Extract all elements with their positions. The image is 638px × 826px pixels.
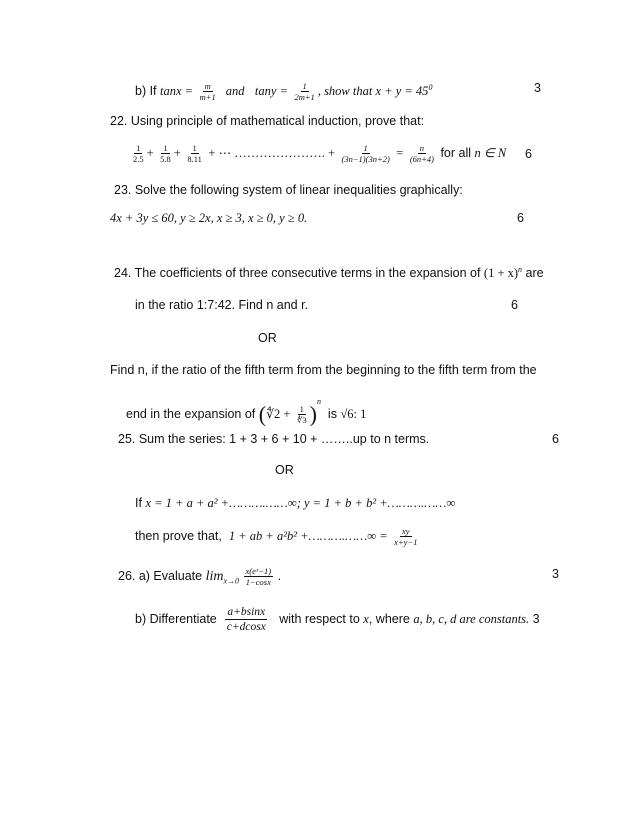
q25-or: OR: [275, 463, 294, 477]
q22-series: $\frac{1}{2.5}$ + $\frac{1}{5.8}$ + $\frac{1}{8.11}$ + ⋯ …………………. + $\frac{1}{(3n-1)(3n+2)}$ = $\frac{n}{(6n+4)}$ for all n ∈ N: [133, 143, 507, 164]
q21b-label: b) If: [135, 84, 157, 99]
q21b-frac1: $\frac{m}{m+1}$: [199, 81, 216, 103]
q25-series: x = 1 + a + a² +……….……∞; y = 1 + b + b² +……….……∞: [145, 496, 456, 510]
q26b-where: , where: [368, 611, 410, 626]
q25-series2: 1 + ab + a²b² +……….……∞ =: [228, 528, 388, 543]
q22-term5: $\frac{n}{(6n+4)}$: [409, 143, 434, 164]
q25-marks: 6: [552, 432, 559, 446]
q22-forall: for all: [440, 145, 472, 160]
q25-if-line: [135, 495, 455, 511]
q22-equals: =: [396, 145, 404, 160]
q24-or: OR: [258, 331, 277, 345]
q24-alt-line2: end in the expansion of (∜2 + $\frac{1}{∜3}$ )$^n$ is √6: 1: [126, 397, 367, 427]
q26a-line: [118, 566, 281, 589]
q21b-degree: 0: [428, 83, 433, 92]
q26a-text: 26. a) Evaluate: [118, 568, 203, 583]
q24-text-a: 24. The coefficients of three consecutive terms in the expansion of: [114, 266, 481, 281]
q26a-end: .: [277, 568, 282, 583]
q24-marks: 6: [511, 298, 518, 312]
q26b-mid: with respect to: [279, 611, 360, 626]
q26a-lim: lim: [205, 568, 224, 584]
q25-then-line: [135, 526, 420, 547]
q24-text-b: are: [525, 266, 544, 281]
q21b-marks: 3: [534, 81, 541, 95]
q24-root: ∜2 +: [266, 407, 291, 421]
q25-frac: $\frac{xy}{x+y-1}$: [394, 526, 418, 547]
q24-power: n: [316, 397, 321, 406]
q22-term4: $\frac{1}{(3n-1)(3n+2)}$: [341, 143, 390, 164]
q21b-and: and: [225, 84, 245, 99]
q24-alt-text: end in the expansion of: [126, 407, 256, 421]
q21b-lhs2: tany =: [254, 84, 288, 99]
q21b-frac2: $\frac{1}{2m+1}$: [294, 81, 315, 103]
q23-inequalities: 4x + 3y ≤ 60, y ≥ 2x, x ≥ 3, x ≥ 0, y ≥ 0.: [110, 211, 308, 225]
q24-is: is: [327, 407, 337, 421]
q22-text: 22. Using principle of mathematical induction, prove that:: [110, 114, 425, 128]
q22-term1: $\frac{1}{2.5}$: [133, 143, 144, 164]
q23-text: 23. Solve the following system of linear inequalities graphically:: [114, 183, 463, 197]
q24-alt-line1: Find n, if the ratio of the fifth term from the beginning to the fifth term from the: [110, 363, 537, 377]
q26b-marks: 3: [532, 611, 540, 626]
q24-ratio: √6: 1: [340, 407, 367, 421]
q21b-line: [135, 80, 432, 102]
q24-line2: in the ratio 1:7:42. Find n and r.: [135, 298, 309, 312]
q25-if: If: [135, 496, 142, 510]
q22-term3: $\frac{1}{8.11}$: [187, 143, 202, 164]
q22-marks: 6: [525, 147, 532, 161]
q24-exp: n: [518, 265, 523, 274]
q26a-frac: $\frac{\text{x(eˣ−1)}}{1-\cos x}$: [245, 566, 272, 587]
q25-then: then prove that,: [135, 528, 222, 543]
q24-expr: (1 + x): [483, 266, 519, 281]
q26b-line: [135, 605, 540, 634]
q26a-marks: 3: [552, 567, 559, 581]
q24-frac: $\frac{1}{∜3}$: [296, 404, 307, 426]
q21b-lhs1: tanx =: [160, 84, 194, 99]
q26b-constants: a, b, c, d are constants.: [413, 611, 530, 626]
q25-text: 25. Sum the series: 1 + 3 + 6 + 10 + ……..up to n terms.: [118, 432, 430, 446]
q21b-tail: , show that x + y = 45: [317, 84, 429, 99]
q24-line1: [114, 262, 544, 281]
q26b-text: b) Differentiate: [135, 611, 217, 626]
q26a-lim-sub: x→0: [223, 576, 240, 586]
q22-condition: n ∈ N: [474, 145, 507, 160]
q22-term2: $\frac{1}{5.8}$: [160, 143, 171, 164]
q26b-var: x: [363, 611, 369, 626]
q23-marks: 6: [517, 211, 524, 225]
q22-dots: + ⋯ …………………. +: [208, 145, 335, 160]
q26b-frac: $\frac{a+bsinx}{c+dcosx}$: [226, 606, 266, 633]
